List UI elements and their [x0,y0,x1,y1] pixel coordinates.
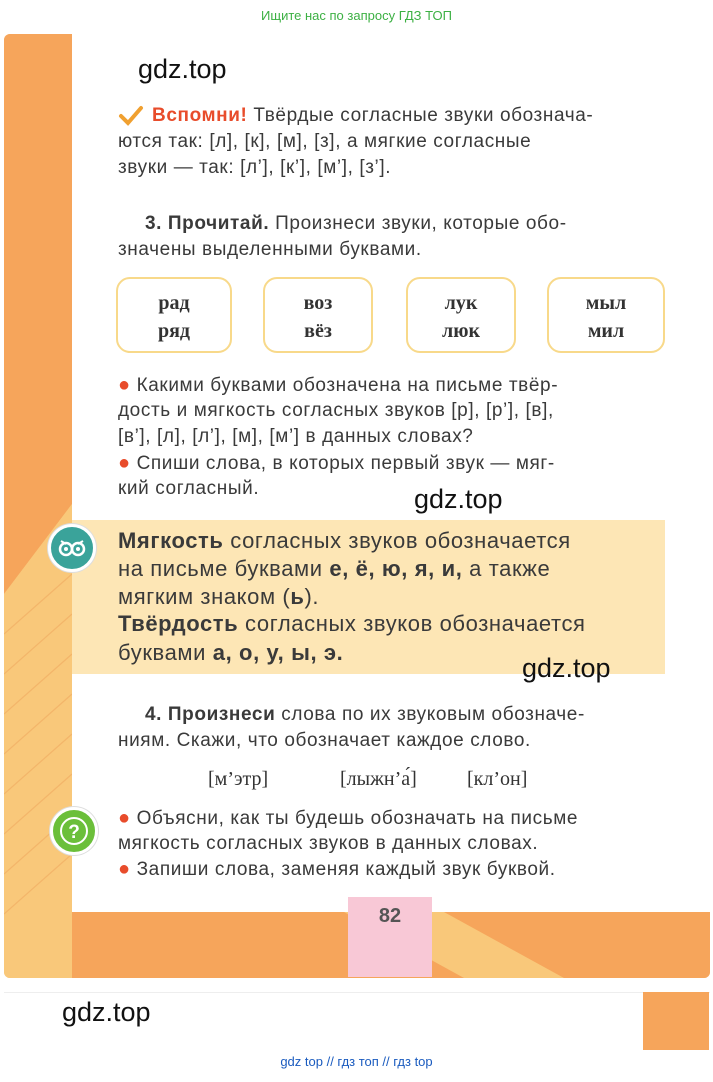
task4-question2-line1 [118,856,556,883]
bullet-icon: ● [118,452,131,474]
checkmark-icon [118,104,144,128]
owl-icon [48,524,96,572]
rule-hard-word: Твёрдость [118,611,239,636]
remember-line3: звуки — так: [л’], [к’], [м’], [з’]. [118,157,392,178]
word: мыл [585,292,627,314]
remember-label: Вспомни! [152,105,248,126]
word: мил [587,320,625,342]
task3-question2-line2: кий согласный. [118,478,260,499]
remember-text: Твёрдые согласные звуки обознача- [253,105,594,126]
question-text: Запиши слова, заменяя каждый звук буквой. [136,859,556,880]
question-text: Объясни, как ты будешь обозначать на письме [136,808,579,829]
rule-soft-line1 [118,527,571,555]
word: лук [444,292,478,314]
footer-links[interactable]: gdz top // гдз топ // гдз top [280,1054,433,1069]
rule-soft-word: Мягкость [118,528,224,553]
task3-question1-line1 [118,372,558,399]
rule-hard-line1 [118,610,586,638]
watermark: gdz.top [414,484,503,514]
top-banner: Ищите нас по запросу ГДЗ ТОП [261,8,452,23]
task3-text: Произнеси звуки, которые обо- [275,213,567,234]
word: ряд [157,320,191,342]
svg-text:?: ? [68,822,80,843]
task4-title: 4. Произнеси [145,704,276,725]
rule-letters: а, о, у, ы, э. [212,640,344,665]
rule-text: а также [469,556,551,581]
rule-text: согласных звуков обозначается [230,528,571,553]
rule-hard-line2 [118,639,343,667]
word: воз [303,292,333,314]
rule-text: буквами [118,640,207,665]
transcription: [м’этр] [208,768,269,790]
question-icon [50,807,98,855]
transcription: [кл’он] [467,768,528,790]
page-number: 82 [348,897,432,977]
task3-line1 [145,211,567,237]
task4-question1-line2: мягкость согласных звуков в данных словах. [118,833,539,854]
next-page-decoration [643,992,709,1050]
remember-line2: ются так: [л], [к], [м], [з], а мягкие согласные [118,131,532,152]
question-text: Какими буквами обозначена на письме твёр- [136,375,559,396]
bullet-icon: ● [118,374,131,396]
question-text: Спиши слова, в которых первый звук — мяг- [136,453,555,474]
task4-line1 [145,702,585,728]
task4-text: слова по их звуковым обозначе- [281,704,585,725]
watermark: gdz.top [522,653,611,683]
rule-soft-line3 [118,583,319,611]
word-pair-card [547,277,665,353]
transcription: [лыжн’а́] [340,768,417,790]
task4-question1-line1 [118,805,578,832]
task3-title: 3. Прочитай. [145,213,270,234]
task3-question1-line3: [в’], [л], [л’], [м], [м’] в данных словах? [118,426,474,447]
bullet-icon: ● [118,858,131,880]
watermark: gdz.top [138,54,227,84]
rule-text: ). [304,584,320,609]
watermark: gdz.top [62,997,151,1027]
bullet-icon: ● [118,807,131,829]
task3-question1-line2: дость и мягкость согласных звуков [р], [р’], [в], [118,400,554,421]
task3-question2-line1 [118,450,555,477]
word: вёз [304,320,332,342]
rule-letters: ь [290,584,305,609]
rule-letters: е, ё, ю, я, и, [329,556,463,581]
task3-line2: значены выделенными буквами. [118,239,422,260]
word: люк [441,320,481,342]
word-pair-card [116,277,232,353]
rule-text: согласных звуков обозначается [245,611,586,636]
rule-text: мягким знаком ( [118,584,291,609]
word-pair-card [263,277,373,353]
task4-line2: ниям. Скажи, что обозначает каждое слово. [118,730,531,751]
rule-soft-line2 [118,555,550,583]
word-pair-card [406,277,516,353]
rule-text: на письме буквами [118,556,323,581]
word: рад [158,292,190,314]
remember-line1 [152,103,593,129]
